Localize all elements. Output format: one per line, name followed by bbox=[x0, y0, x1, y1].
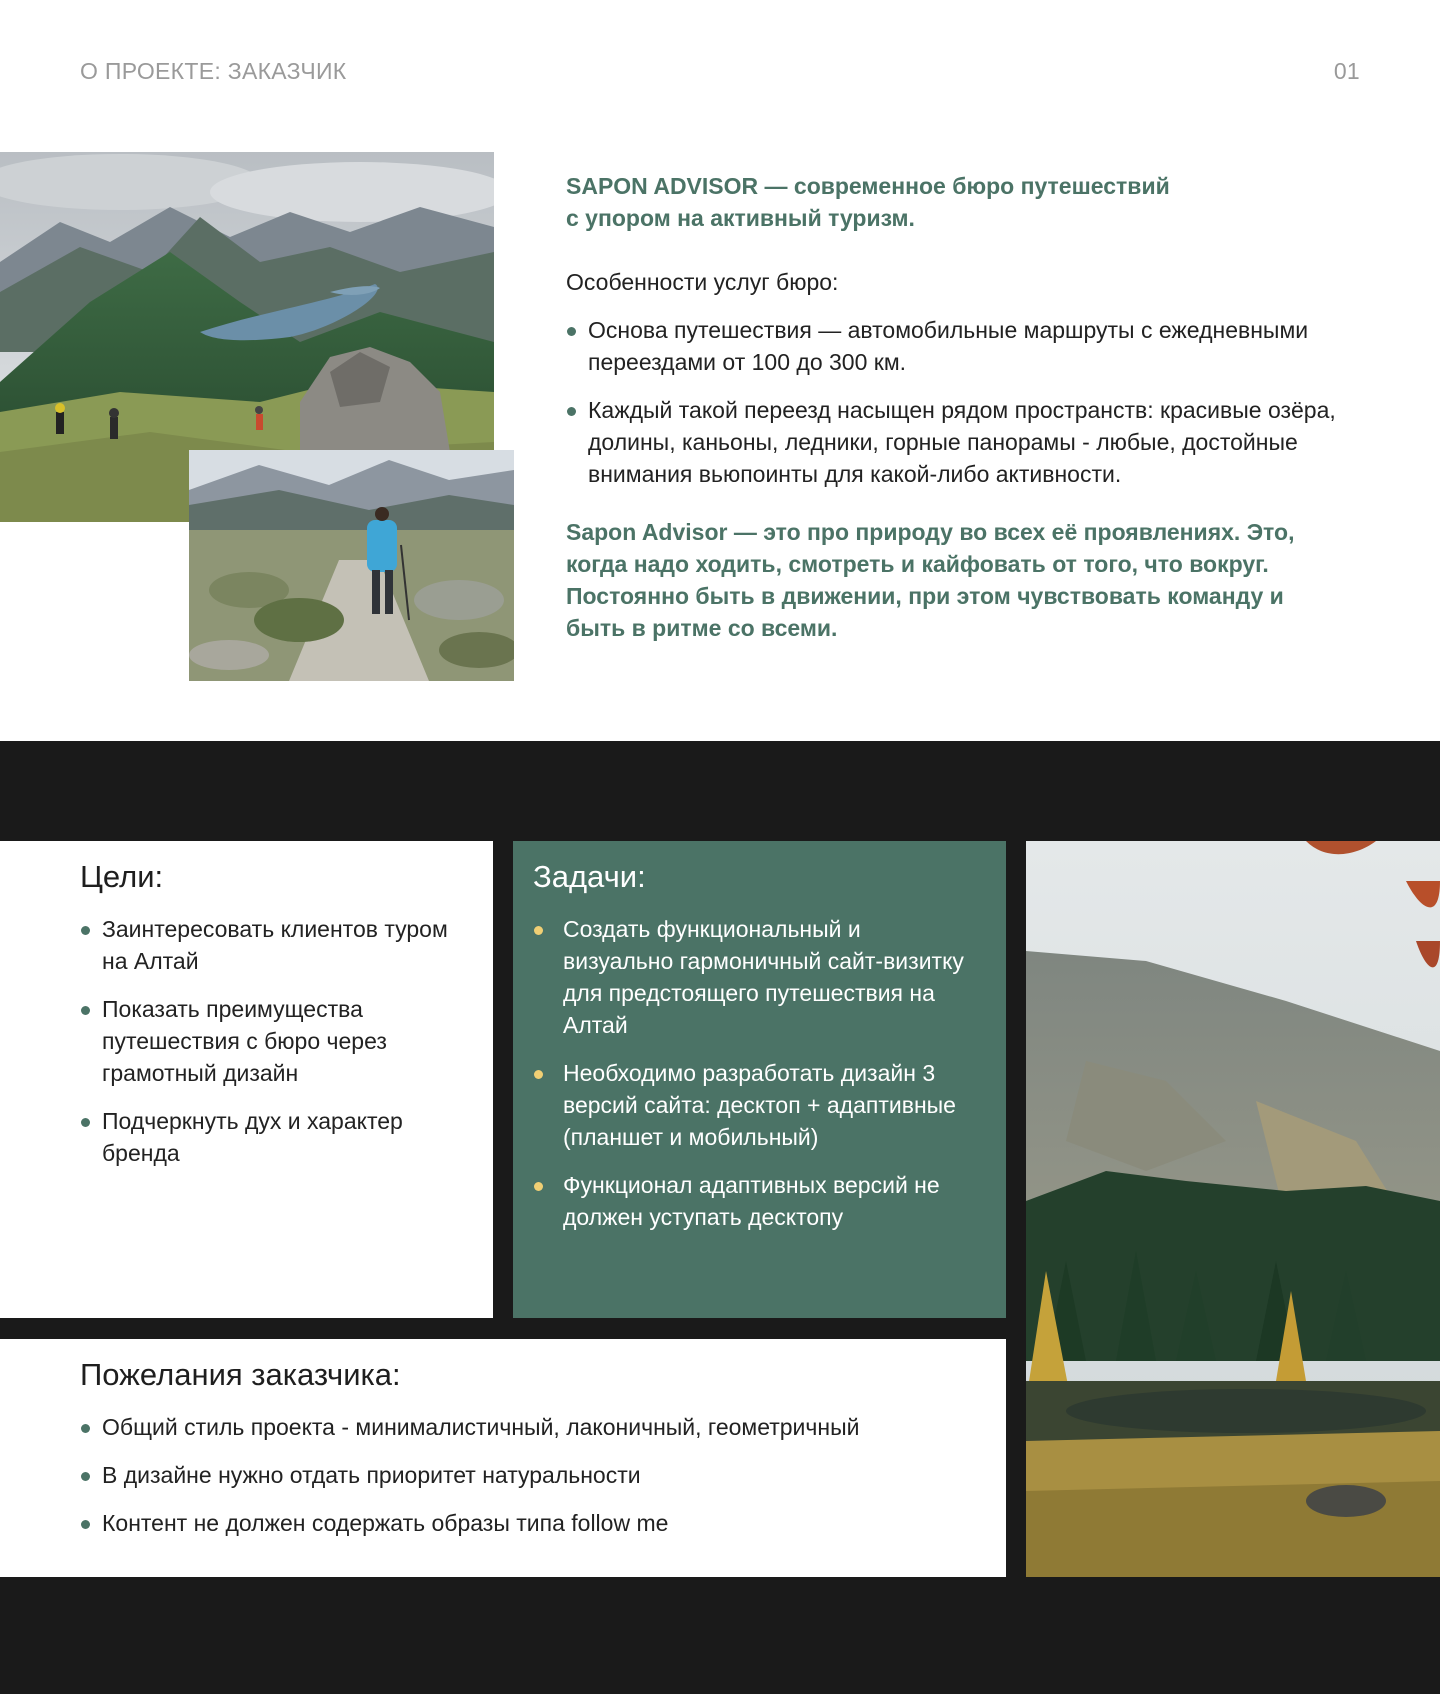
list-item: В дизайне нужно отдать приоритет натуральности bbox=[80, 1459, 986, 1491]
page-number: 01 bbox=[1333, 58, 1360, 84]
list-item: Необходимо разработать дизайн 3 версий сайта: десктоп + адаптивные (планшет и мобильный) bbox=[533, 1057, 976, 1153]
intro-headline-line1: SAPON ADVISOR — современное бюро путешествий bbox=[566, 173, 1170, 199]
goals-list bbox=[80, 913, 473, 1169]
tasks-list bbox=[533, 913, 976, 1233]
wishes-list bbox=[80, 1411, 986, 1539]
features-list bbox=[566, 314, 1366, 490]
tasks-title: Задачи: bbox=[533, 859, 646, 894]
tasks-card bbox=[513, 841, 1006, 1318]
goals-title: Цели: bbox=[80, 859, 164, 894]
list-item: Подчеркнуть дух и характер бренда bbox=[80, 1105, 473, 1169]
list-item: Заинтересовать клиентов туром на Алтай bbox=[80, 913, 473, 977]
intro-block bbox=[566, 170, 1366, 644]
list-item: Основа путешествия — автомобильные маршруты с ежедневными переездами от 100 до 300 км. bbox=[566, 314, 1366, 378]
intro-headline-line2: с упором на активный туризм. bbox=[566, 205, 915, 231]
wishes-card bbox=[0, 1339, 1006, 1577]
list-item: Контент не должен содержать образы типа follow me bbox=[80, 1507, 986, 1539]
philosophy-text: Sapon Advisor — это про природу во всех её проявлениях. Это, когда надо ходить, смотреть и кайфовать от того, что вокруг. Постоянно быть в движении, при этом чувствовать команду и быть в ритме со всеми. bbox=[566, 519, 1295, 641]
list-item: Общий стиль проекта - минималистичный, лаконичный, геометричный bbox=[80, 1411, 986, 1443]
hiker-trail-photo bbox=[189, 450, 514, 681]
list-item: Функционал адаптивных версий не должен уступать десктопу bbox=[533, 1169, 976, 1233]
autumn-lake-photo bbox=[1026, 841, 1440, 1577]
wishes-title: Пожелания заказчика: bbox=[80, 1357, 401, 1392]
list-item: Каждый такой переезд насыщен рядом пространств: красивые озёра, долины, каньоны, ледники, горные панорамы - любые, достойные внимания вьюпоинты для какой-либо активности. bbox=[566, 394, 1366, 490]
list-item: Создать функциональный и визуально гармоничный сайт-визитку для предстоящего путешествия на Алтай bbox=[533, 913, 976, 1041]
section-title: О ПРОЕКТЕ: ЗАКАЗЧИК bbox=[80, 58, 347, 84]
goals-card bbox=[0, 841, 493, 1318]
list-item: Показать преимущества путешествия с бюро через грамотный дизайн bbox=[80, 993, 473, 1089]
features-title: Особенности услуг бюро: bbox=[566, 269, 839, 295]
